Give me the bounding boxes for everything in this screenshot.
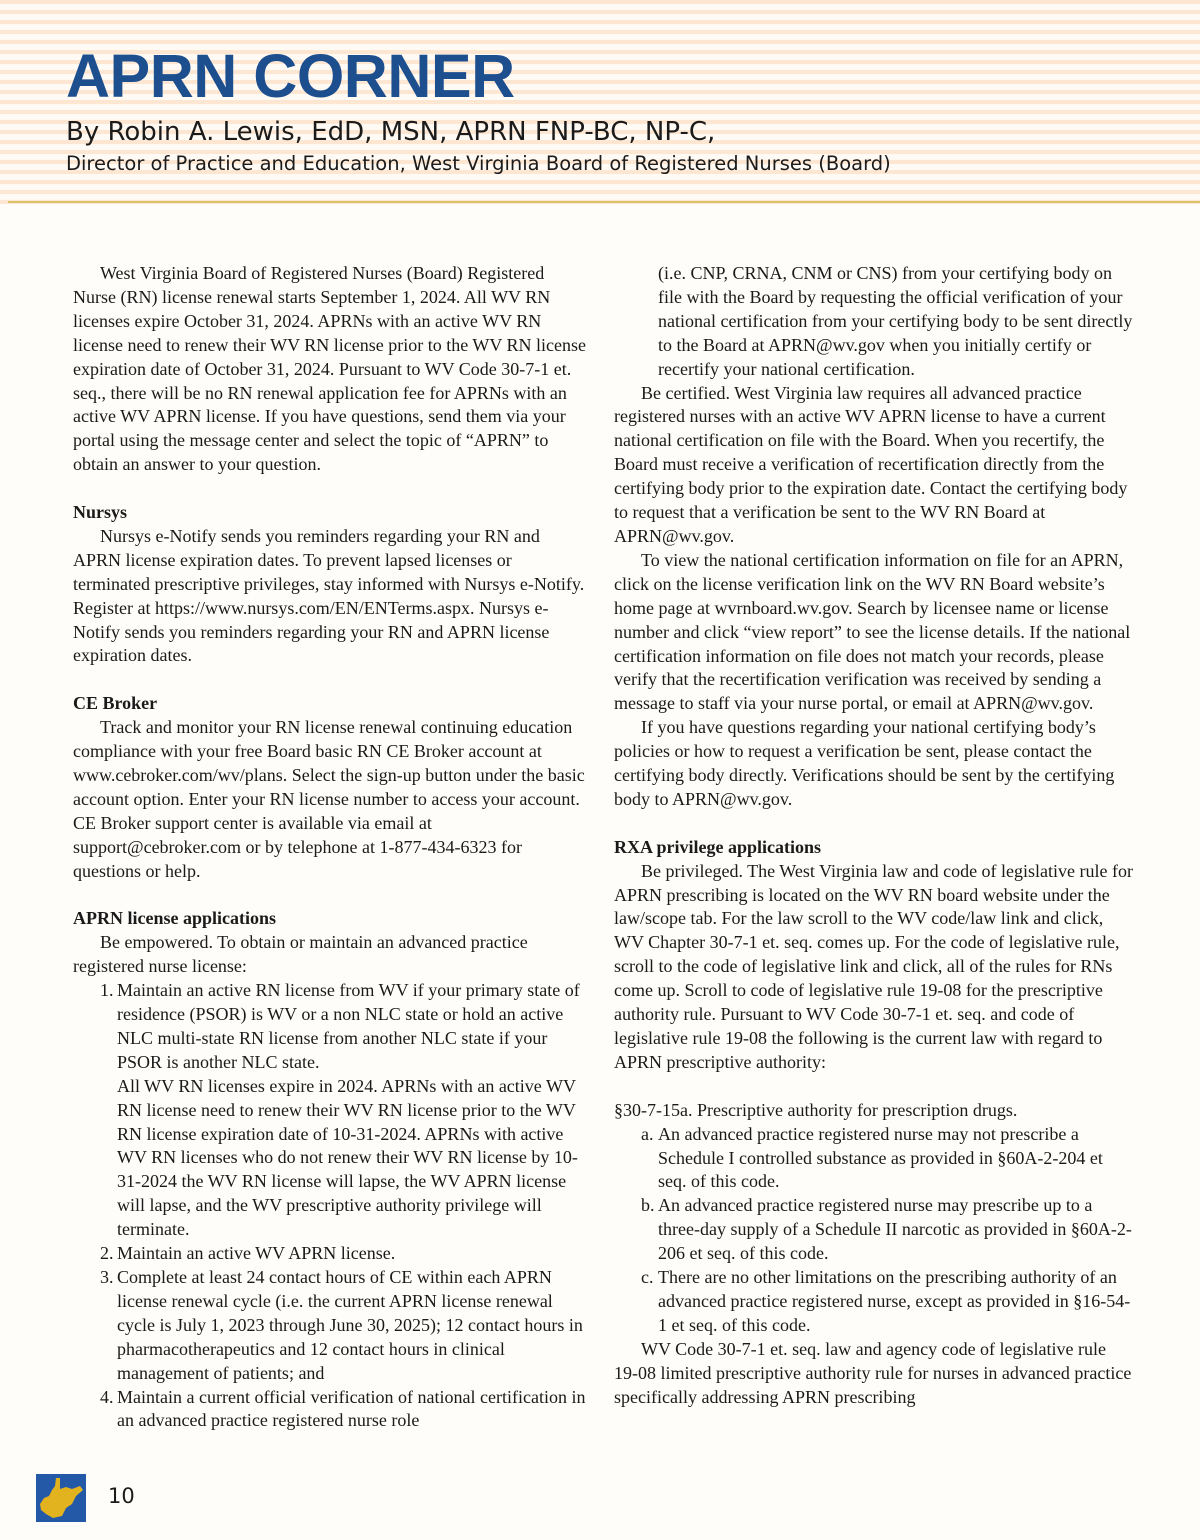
page-header — [0, 0, 1200, 205]
list-item — [73, 1242, 588, 1266]
author-byline: By Robin A. Lewis, EdD, MSN, APRN FNP-BC, NP-C, — [66, 117, 716, 147]
section-title: §30-7-15a. Prescriptive authority for prescription drugs. — [614, 1099, 1018, 1120]
left-column — [73, 262, 588, 1433]
header-divider — [8, 201, 1200, 203]
list-marker: b. — [641, 1195, 655, 1216]
list-item-text: Maintain a current official verification of national certification in an advanced practice registered nurse role — [117, 1386, 586, 1431]
closing-paragraph: WV Code 30-7-1 et. seq. law and agency code of legislative rule 19-08 limited prescriptive authority rule for nurses in advanced practice specifically addressing APRN prescribing — [614, 1338, 1132, 1407]
right-column — [614, 262, 1134, 1409]
aprn-applications-intro: Be empowered. To obtain or maintain an advanced practice registered nurse license: — [73, 932, 528, 977]
list-item-continuation: All WV RN licenses expire in 2024. APRNs with an active WV RN license need to renew their WV RN license prior to the WV RN license expiration date of 10-31-2024. APRNs with active WV RN licenses who do not renew their WV RN license by 10-31-2024 the WV RN license will lapse, the WV APRN license will lapse, and the WV prescriptive authority privilege will terminate. — [117, 1075, 578, 1240]
aprn-applications-heading: APRN license applications — [73, 908, 277, 929]
list-item — [614, 1266, 1134, 1338]
ce-broker-paragraph: Track and monitor your RN license renewal continuing education compliance with your free Board basic RN CE Broker account at www.cebroker.com/wv/plans. Select the sign-up button under the basic account option. Enter your RN license number to access your account. CE Broker support center is available via email at support@cebroker.com or by telephone at 1-877-434-6323 for questions or help. — [73, 717, 585, 881]
nursys-paragraph: Nursys e-Notify sends you reminders regarding your RN and APRN license expiration dates. To prevent lapsed licenses or terminated prescriptive privileges, stay informed with Nursys e-Notify. Register at https://www.nursys.com/EN/ENTerms.aspx. Nursys e-Notify sends you reminders regarding your RN and APRN license expiration dates. — [73, 525, 585, 666]
list-item — [614, 1123, 1134, 1195]
list-item-text: Maintain an active RN license from WV if your primary state of residence (PSOR) is WV or a non NLC state or hold an active NLC multi-state RN license from another NLC state if your PSOR is another NLC state. — [117, 980, 580, 1072]
list-item-text: There are no other limitations on the prescribing authority of an advanced practice registered nurse, except as provided in §16-54-1 et seq. of this code. — [658, 1267, 1131, 1335]
list-item-text: Complete at least 24 contact hours of CE within each APRN license renewal cycle (i.e. the current APRN license renewal cycle is July 1, 2023 through June 30, 2025); 12 contact hours in pharmacotherapeutics and 12 contact hours in clinical management of patients; and — [117, 1267, 583, 1383]
list-item-continuation: (i.e. CNP, CRNA, CNM or CNS) from your certifying body on file with the Board by requesting the official verification of your national certification from your certifying body to be sent directly to the Board at APRN@wv.gov when you initially certify or recertify your national certification. — [658, 263, 1133, 379]
list-marker: 2. — [100, 1243, 114, 1264]
list-item — [73, 1386, 588, 1434]
list-item-text: Maintain an active WV APRN license. — [117, 1243, 396, 1264]
intro-paragraph: West Virginia Board of Registered Nurses (Board) Registered Nurse (RN) license renewal starts September 1, 2024. All WV RN licenses expire October 31, 2024. APRNs with an active WV RN license need to renew their WV RN license prior to the WV RN license expiration date of October 31, 2024. Pursuant to WV Code 30-7-1 et. seq., there will be no RN renewal application fee for APRNs with an active WV APRN license. If you have questions, send them via your portal using the message center and select the topic of “APRN” to obtain an answer to your question. — [73, 263, 587, 475]
list-item-text: An advanced practice registered nurse may not prescribe a Schedule I controlled substance as provided in §60A-2-204 et seq. of this code. — [658, 1123, 1103, 1192]
be-certified-paragraph: Be certified. West Virginia law requires all advanced practice registered nurses with an active WV APRN license to have a current national certification on file with the Board. When you recertify, the Board must receive a verification of recertification directly from the certifying body prior to the expiration date. Contact the certifying body to request that a verification be sent to the WV RN Board at APRN@wv.gov. — [614, 382, 1128, 546]
list-marker: 3. — [100, 1267, 114, 1288]
list-marker: 1. — [100, 980, 114, 1001]
nursys-heading: Nursys — [73, 502, 128, 523]
list-item — [614, 1194, 1134, 1266]
list-item — [73, 1266, 588, 1386]
view-certification-paragraph: To view the national certification information on file for an APRN, click on the license verification link on the WV RN Board website’s home page at wvrnboard.wv.gov. Search by licensee name or license number and click “view report” to see the license details. If the national certification information on file does not match your records, please verify that the recertification verification was received by sending a message to staff via your nurse portal, or email at APRN@wv.gov. — [614, 549, 1131, 714]
list-item-text: An advanced practice registered nurse may prescribe up to a three-day supply of a Schedule II narcotic as provided in §60A-2-206 et seq. of this code. — [658, 1195, 1132, 1264]
page-title: APRN CORNER — [66, 42, 515, 110]
list-marker: c. — [641, 1267, 654, 1288]
rxa-paragraph: Be privileged. The West Virginia law and code of legislative rule for APRN prescribing is located on the WV RN board website under the law/scope tab. For the law scroll to the WV code/law link and click, WV Chapter 30-7-1 et. seq. comes up. For the code of legislative rule, scroll to the code of legislative link and click, all of the rules for RNs come up. Scroll to code of legislative rule 19-08 for the prescriptive authority rule. Pursuant to WV Code 30-7-1 et. seq. and code of legislative rule 19-08 the following is the current law with regard to APRN prescriptive authority: — [614, 860, 1134, 1072]
author-affiliation: Director of Practice and Education, West Virginia Board of Registered Nurses (Board) — [66, 152, 891, 175]
west-virginia-map-icon — [36, 1474, 86, 1522]
questions-paragraph: If you have questions regarding your national certifying body’s policies or how to request a verification be sent, please contact the certifying body directly. Verifications should be sent by the certifying body to APRN@wv.gov. — [614, 717, 1115, 809]
list-marker: 4. — [100, 1386, 114, 1407]
ce-broker-heading: CE Broker — [73, 693, 158, 714]
list-marker: a. — [641, 1123, 654, 1144]
list-item — [73, 979, 588, 1075]
page-number: 10 — [108, 1484, 135, 1508]
rxa-heading: RXA privilege applications — [614, 836, 822, 857]
